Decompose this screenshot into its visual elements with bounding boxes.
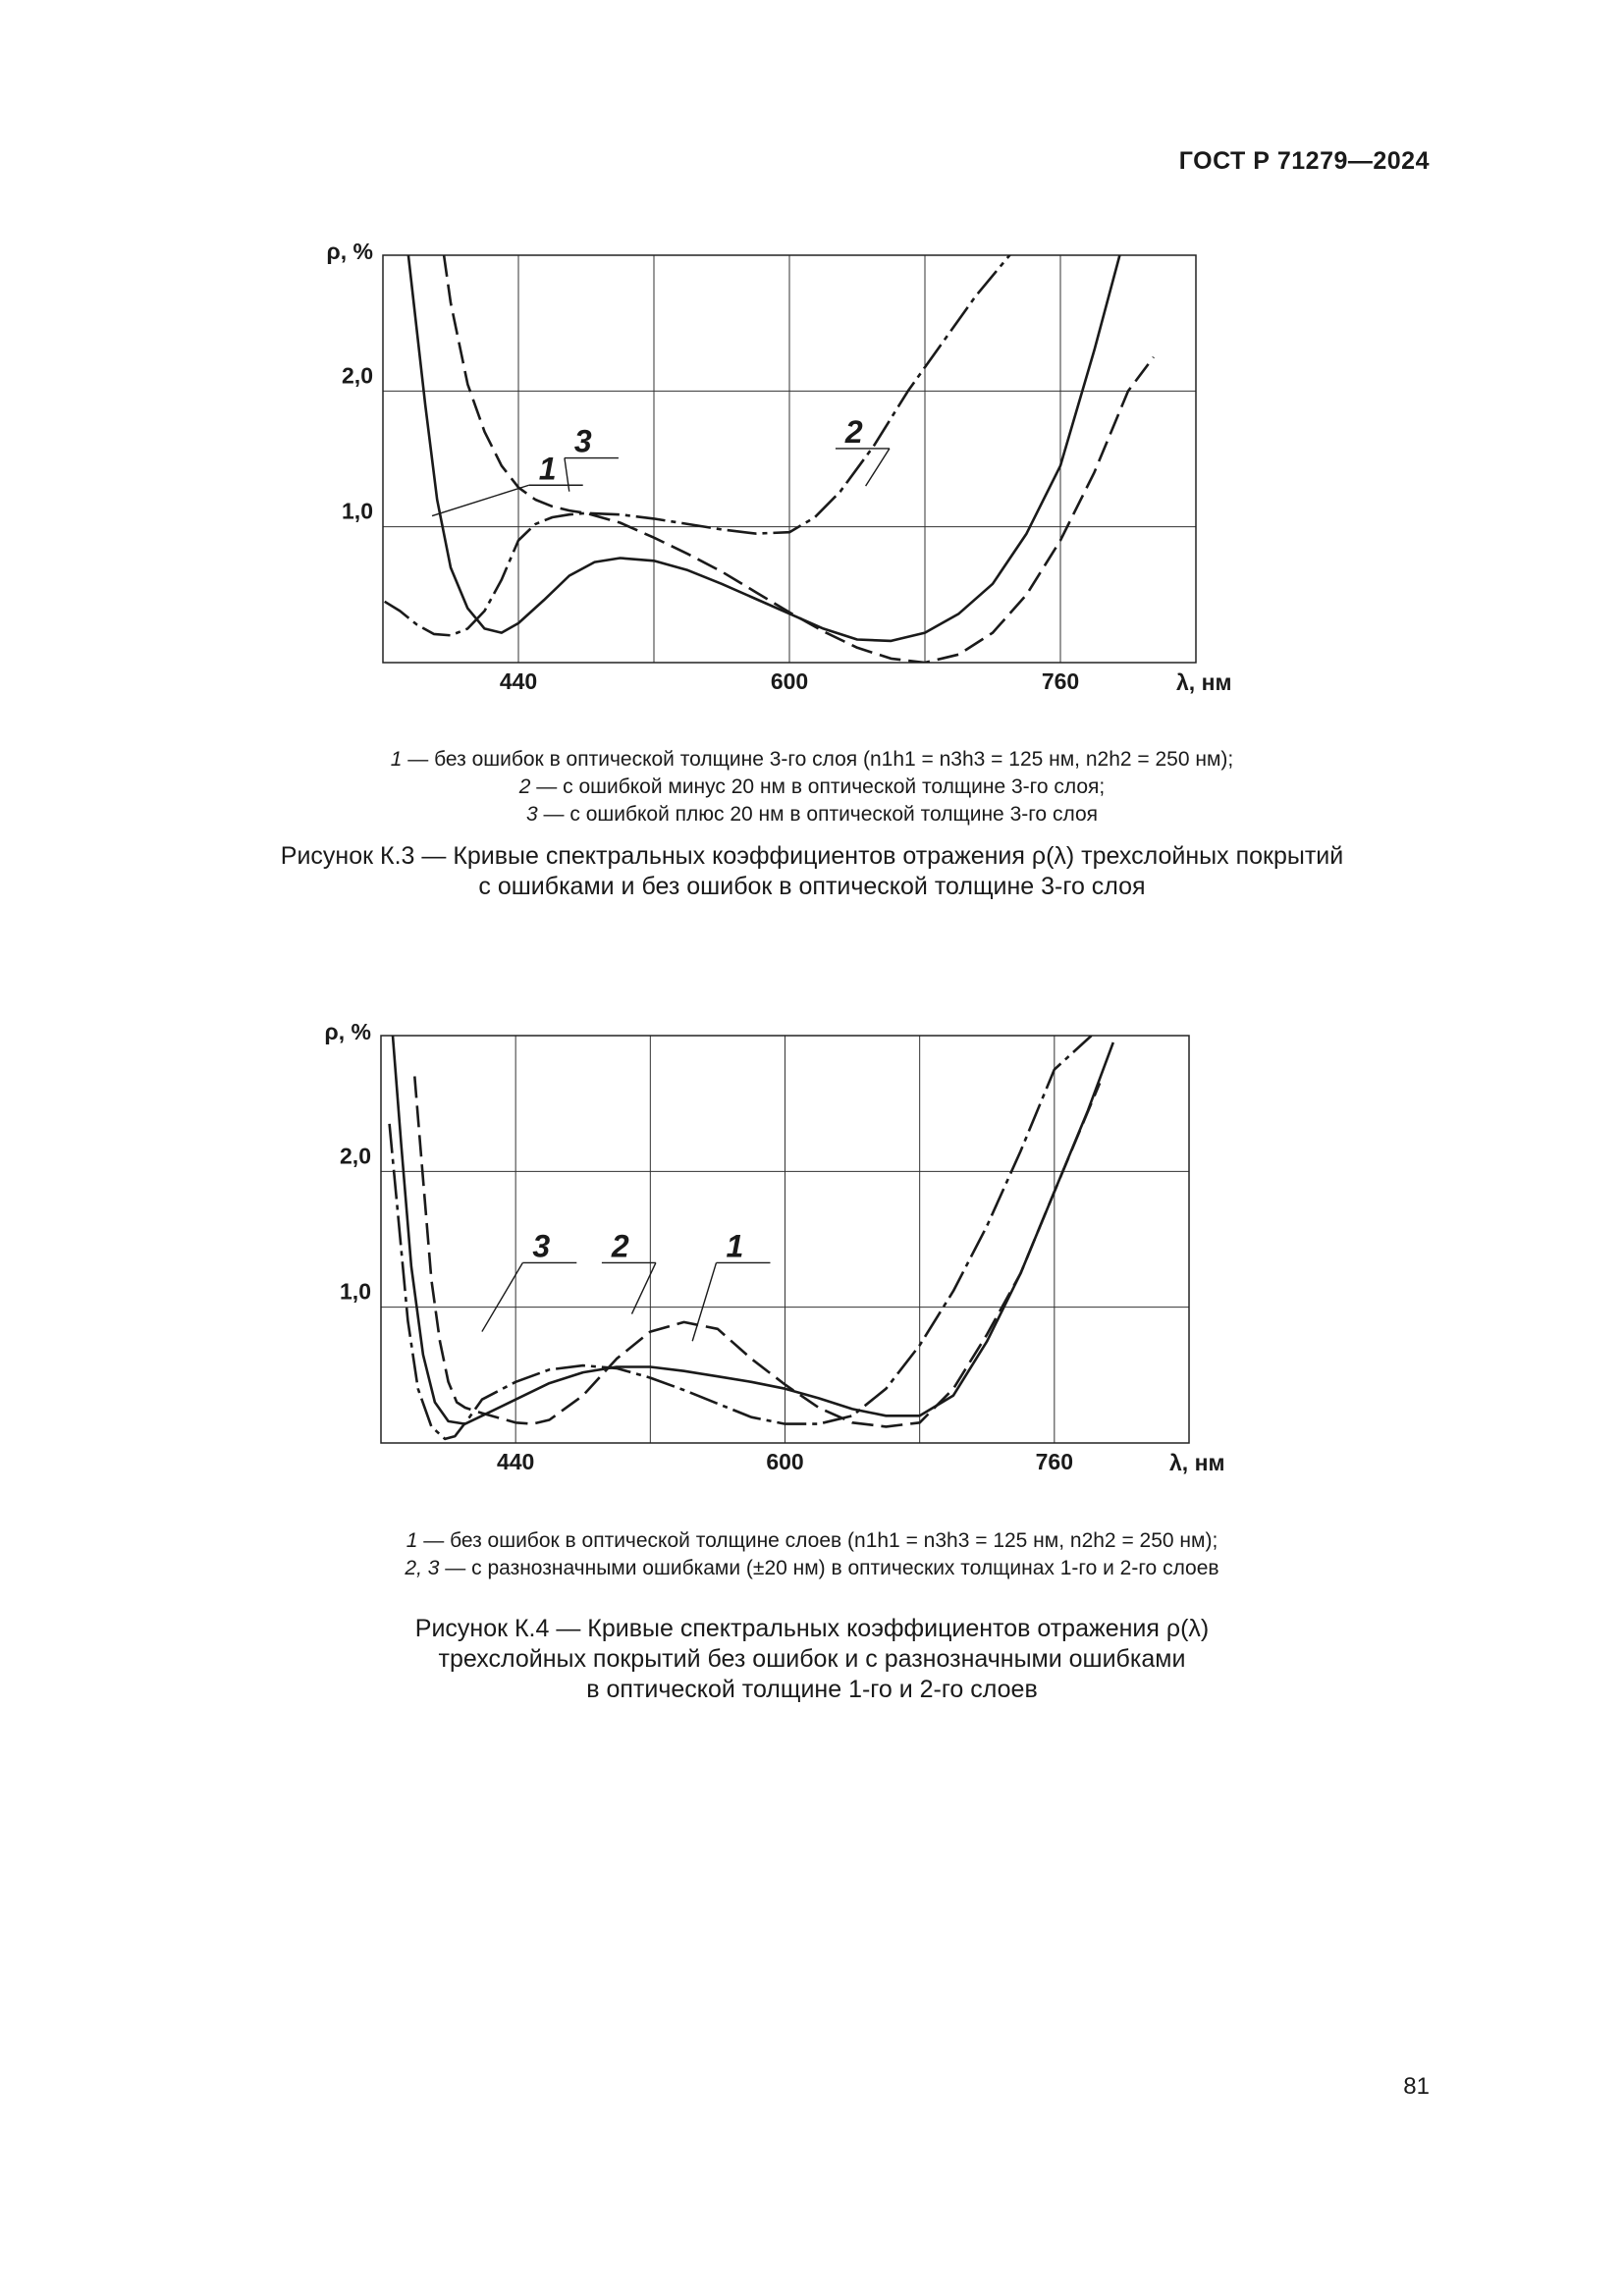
figure-k4-chart — [0, 1011, 1624, 1502]
legend-text: — с ошибкой плюс 20 нм в оптической толщине 3-го слоя — [537, 803, 1098, 826]
x-tick-label: 760 — [1041, 668, 1080, 694]
grid — [381, 1036, 1189, 1443]
curve-number: 2 — [611, 1228, 629, 1264]
figure-k3-chart — [0, 236, 1624, 707]
legend-number: 1 — [390, 748, 403, 771]
x-tick-label: 440 — [496, 1449, 535, 1474]
y-axis-label: ρ, % — [326, 239, 373, 264]
curve-label-3 — [482, 1228, 576, 1331]
curve-label-1 — [432, 451, 583, 515]
curve-number: 1 — [726, 1228, 744, 1264]
legend-item-1 — [0, 746, 1624, 774]
curve-number: 1 — [538, 451, 557, 487]
series-line-3 — [414, 1077, 1100, 1427]
legend-number: 2 — [518, 775, 531, 798]
legend-text: — с разнозначными ошибками (±20 нм) в оптических толщинах 1-го и 2-го слоев — [439, 1557, 1219, 1579]
curve-label-2 — [836, 414, 890, 486]
curve-number: 2 — [844, 413, 863, 450]
label-leader — [631, 1262, 655, 1313]
label-leader — [432, 485, 529, 515]
label-leader — [482, 1262, 522, 1331]
y-axis-label: ρ, % — [324, 1019, 371, 1044]
y-tick-label: 2,0 — [342, 362, 373, 389]
series-line-1 — [408, 255, 1120, 641]
legend-number: 2, 3 — [405, 1557, 440, 1579]
legend-number: 3 — [526, 803, 538, 826]
series-line-2 — [385, 236, 1044, 635]
legend-number: 1 — [406, 1529, 418, 1552]
x-tick-label: 600 — [770, 668, 809, 694]
legend-text: — без ошибок в оптической толщине слоев (n1h1 = n3h3 = 125 нм, n2h2 = 250 нм); — [417, 1529, 1218, 1552]
figure-k4-legend — [0, 1527, 1624, 1582]
label-leader — [565, 458, 569, 492]
curve-label-2 — [602, 1228, 656, 1313]
figure-k4-caption — [0, 1614, 1624, 1705]
caption-line: Рисунок К.3 — Кривые спектральных коэффициентов отражения ρ(λ) трехслойных покрытий — [280, 842, 1344, 870]
legend-item-1 — [0, 1527, 1624, 1555]
curve-label-3 — [565, 424, 619, 492]
caption-line: трехслойных покрытий без ошибок и с разнозначными ошибками — [438, 1645, 1186, 1673]
caption-line: Рисунок К.4 — Кривые спектральных коэффициентов отражения ρ(λ) — [414, 1615, 1210, 1642]
x-axis-label: λ, нм — [1176, 669, 1232, 695]
label-leader — [692, 1262, 716, 1341]
curve-number: 3 — [573, 423, 592, 459]
curve-label-1 — [692, 1228, 770, 1341]
caption-line: с ошибками и без ошибок в оптической толщине 3-го слоя — [478, 873, 1146, 900]
legend-text: — с ошибкой минус 20 нм в оптической толщине 3-го слоя; — [530, 775, 1106, 798]
x-tick-label: 600 — [766, 1449, 804, 1474]
legend-text: — без ошибок в оптической толщине 3-го слоя (n1h1 = n3h3 = 125 нм, n2h2 = 250 нм); — [402, 748, 1234, 771]
legend-item-3 — [0, 801, 1624, 828]
caption-line: в оптической толщине 1-го и 2-го слоев — [586, 1676, 1038, 1703]
document-id: ГОСТ Р 71279—2024 — [1178, 147, 1430, 175]
legend-item-2 — [0, 774, 1624, 801]
figure-k3-caption — [0, 841, 1624, 902]
page-number: 81 — [1403, 2073, 1430, 2100]
x-axis-label: λ, нм — [1169, 1450, 1225, 1475]
y-tick-label: 2,0 — [340, 1143, 371, 1169]
grid — [383, 255, 1196, 663]
curve-number: 3 — [532, 1228, 551, 1264]
figure-k3-legend — [0, 746, 1624, 828]
x-tick-label: 760 — [1035, 1449, 1074, 1474]
y-tick-label: 1,0 — [342, 498, 373, 524]
series-line-1 — [393, 1036, 1113, 1424]
legend-item-2-3 — [0, 1555, 1624, 1582]
y-tick-label: 1,0 — [340, 1278, 371, 1305]
x-tick-label: 440 — [499, 668, 538, 694]
